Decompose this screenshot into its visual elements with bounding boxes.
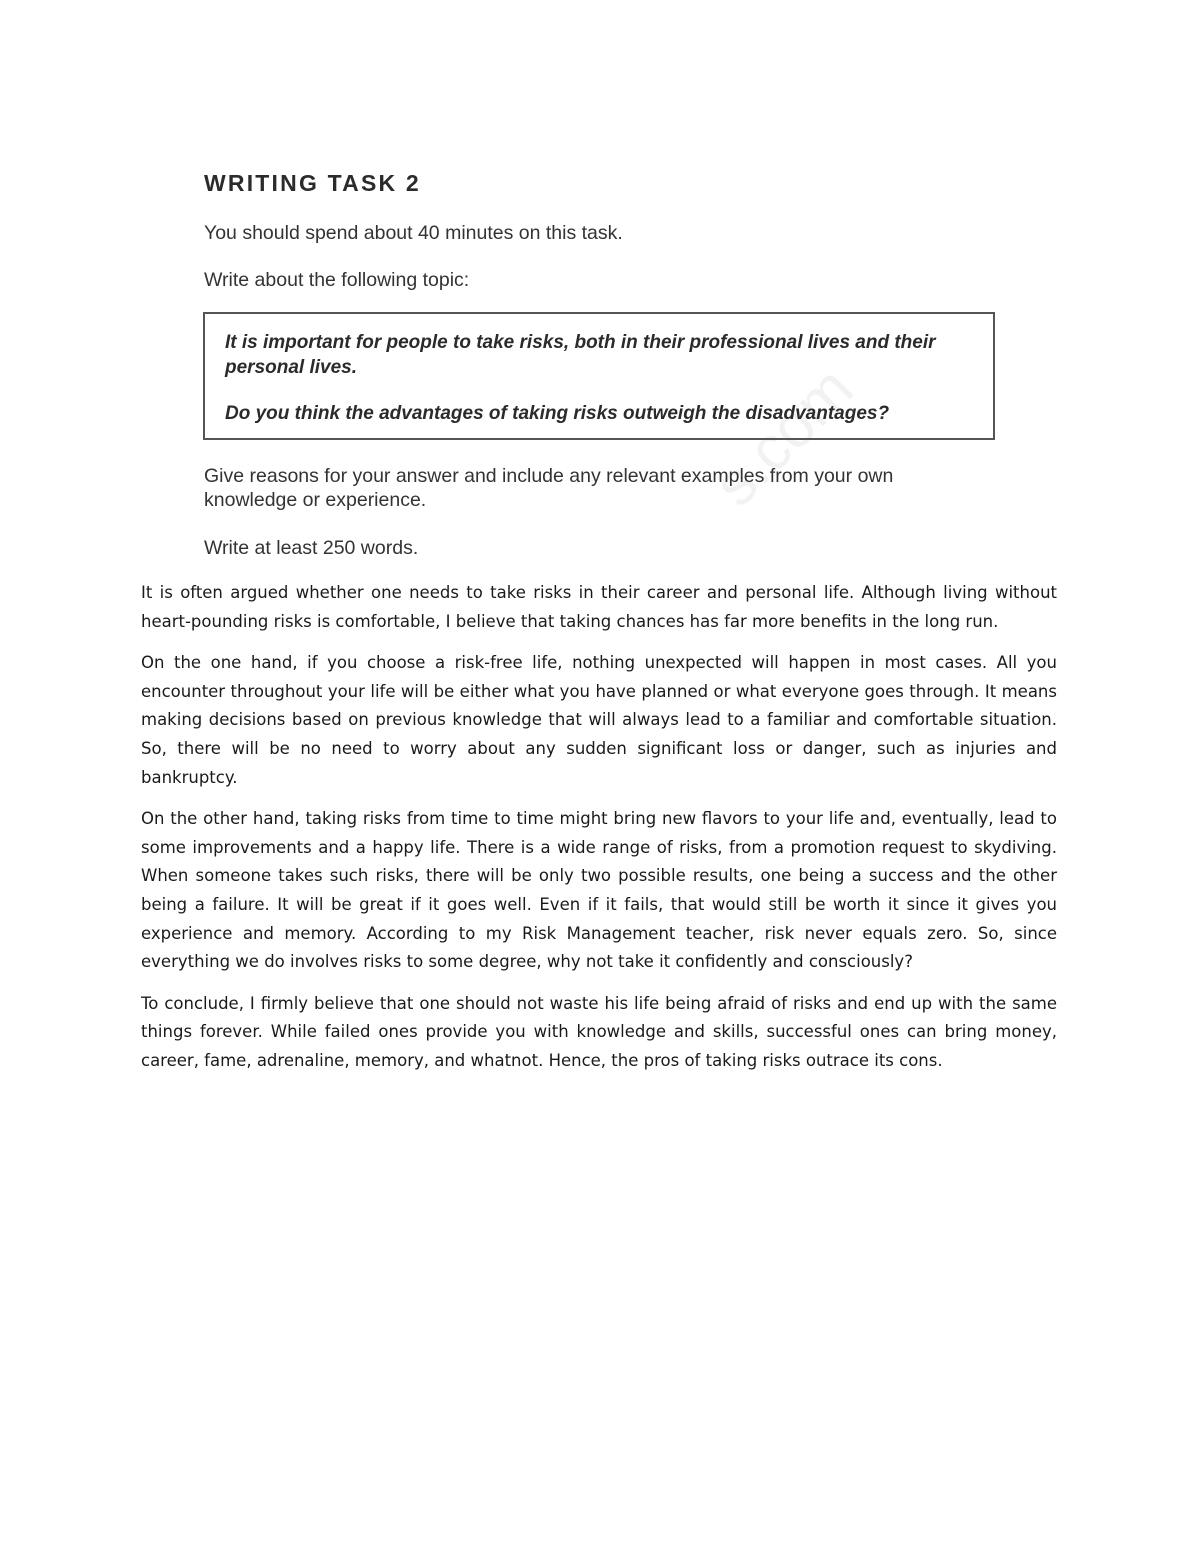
word-count-instruction: Write at least 250 words. xyxy=(204,537,419,559)
essay-body xyxy=(141,579,1057,1089)
essay-paragraph-conclusion: To conclude, I firmly believe that one should not waste his life being afraid of risks and end up with the same things forever. While failed ones provide you with knowledge and skills, successful ones can bring money, career, fame, adrenaline, memory, and whatnot. Hence, the pros of taking risks outrace its cons. xyxy=(141,993,1057,1070)
essay-paragraph-intro: It is often argued whether one needs to take risks in their career and personal life. Although living without heart-pounding risks is comfortable, I believe that taking chances has far more benefits in the long run. xyxy=(141,583,1057,631)
prompt-statement: It is important for people to take risks, both in their professional lives and their personal lives. xyxy=(225,332,936,378)
prompt-question: Do you think the advantages of taking risks outweigh the disadvantages? xyxy=(225,403,890,424)
essay-paragraph-body-2: On the other hand, taking risks from time to time might bring new flavors to your life and, eventually, lead to some improvements and a happy life. There is a wide range of risks, from a promotion request to skydiving. When someone takes such risks, there will be only two possible results, one being a success and the other being a failure. It will be great if it goes well. Even if it fails, that would still be worth it since it gives you experience and memory. According to my Risk Management teacher, risk never equals zero. So, since everything we do involves risks to some degree, why not take it confidently and consciously? xyxy=(141,809,1057,972)
task-title: WRITING TASK 2 xyxy=(204,170,421,196)
topic-prompt-box xyxy=(203,312,995,440)
topic-instruction: Write about the following topic: xyxy=(204,269,470,291)
watermark: s.com xyxy=(700,353,867,520)
reasons-instruction: Give reasons for your answer and include any relevant examples from your own knowledge or experience. xyxy=(204,465,894,511)
essay-paragraph-body-1: On the one hand, if you choose a risk-free life, nothing unexpected will happen in most cases. All you encounter throughout your life will be either what you have planned or what everyone goes through. It means making decisions based on previous knowledge that will always lead to a familiar and comfortable situation. So, there will be no need to worry about any sudden significant loss or danger, such as injuries and bankruptcy. xyxy=(141,653,1057,787)
time-instruction: You should spend about 40 minutes on this task. xyxy=(204,222,623,244)
